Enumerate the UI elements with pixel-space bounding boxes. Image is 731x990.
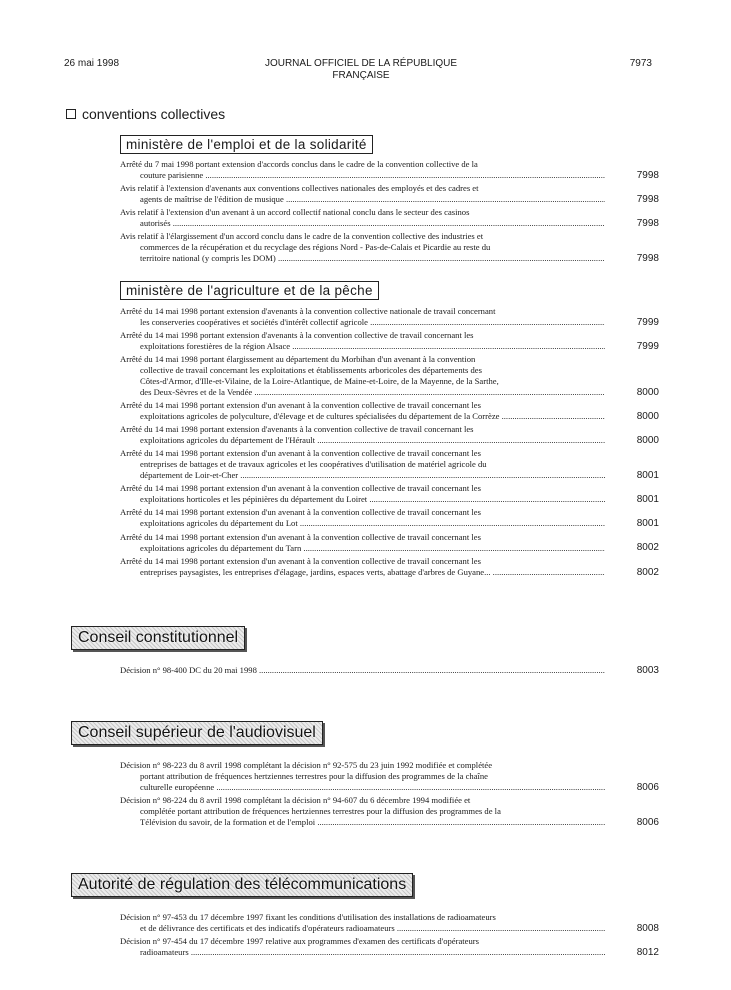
ministry-heading-emploi: ministère de l'emploi et de la solidarité (120, 135, 373, 154)
entry-page-number: 8008 (636, 922, 659, 934)
header-journal-title: JOURNAL OFFICIEL DE LA RÉPUBLIQUE FRANÇAISE (264, 58, 458, 81)
entry-line: des Deux-Sèvres et de la Vendée ..... (120, 387, 605, 398)
toc-entry (120, 424, 659, 447)
ministry-heading-agriculture: ministère de l'agriculture et de la pêche (120, 281, 379, 300)
entry-list-art (120, 912, 659, 960)
entry-page-number: 7999 (636, 340, 659, 352)
entry-line: complétée portant attribution de fréquences hertziennes terrestres pour la diffusion des programmes de la (140, 805, 501, 816)
toc-entry (120, 400, 659, 422)
entry-page-number: 7998 (636, 218, 659, 230)
entry-line: portant attribution de fréquences hertziennes terrestres pour la diffusion des programmes de la chaîne (140, 770, 489, 781)
entry-line: couture parisienne ..... (120, 170, 605, 181)
entry-line: Arrêté du 14 mai 1998 portant élargissement au département du Morbihan d'un avenant à la convention (120, 354, 476, 365)
entry-line: Arrêté du 14 mai 1998 portant extension d'un avenant à la convention collective de travail concernant les (120, 483, 481, 494)
toc-entry (120, 531, 659, 554)
entry-page-number: 8006 (636, 816, 659, 828)
toc-entry (120, 306, 659, 328)
toc-entry (120, 483, 659, 506)
entry-page-number: 8000 (636, 386, 659, 398)
section-title-text: conventions collectives (82, 106, 226, 122)
entry-line: entreprises paysagistes, les entreprises d'élagage, jardins, espaces verts, abattage d'arbres de Guyane... ..... (120, 567, 605, 578)
entry-line: collective de travail concernant les exploitations et établissements arboricoles des départements des (140, 365, 482, 376)
entry-line: les conserveries coopératives et sociétés d'intérêt collectif agricole ..... (120, 317, 605, 328)
entry-page-number: 8000 (636, 410, 659, 422)
toc-entry (120, 760, 659, 793)
entry-line: Décision n° 98-224 du 8 avril 1998 complétant la décision n° 94-607 du 6 décembre 1994 modifiée et (120, 795, 471, 806)
entry-line: radioamateurs ..... (120, 947, 605, 958)
toc-entry (120, 795, 659, 828)
institution-name: Conseil constitutionnel (78, 629, 239, 646)
entry-line: Arrêté du 7 mai 1998 portant extension d'accords conclus dans le cadre de la convention collective de la (120, 159, 478, 169)
entry-line: Arrêté du 14 mai 1998 portant extension d'un avenant à la convention collective de travail concernant les (120, 555, 481, 566)
institution-banner-csa (71, 721, 323, 745)
entry-line: culturelle européenne ..... (120, 782, 605, 793)
entry-page-number: 8002 (636, 542, 659, 554)
entry-line: et de délivrance des certificats et des indicatifs d'opérateurs radioamateurs ..... (120, 923, 605, 934)
entry-line: Décision n° 98-400 DC du 20 mai 1998 ..... (120, 665, 605, 676)
entry-page-number: 8001 (636, 518, 659, 530)
entry-page-number: 8006 (636, 781, 659, 793)
entry-page-number: 8001 (636, 470, 659, 482)
entry-line: territoire national (y compris les DOM) ..... (120, 253, 605, 264)
entry-page-number: 8001 (636, 494, 659, 506)
toc-entry (120, 231, 659, 265)
entry-line: exploitations forestières de la région Alsace ..... (120, 341, 605, 352)
toc-entry (120, 354, 659, 398)
institution-name: Conseil supérieur de l'audiovisuel (78, 724, 316, 741)
entry-line: Arrêté du 14 mai 1998 portant extension d'avenants à la convention collective de travail concernant les (120, 330, 474, 341)
entry-list-agriculture (120, 306, 659, 580)
entry-line: Avis relatif à l'élargissement d'un accord conclu dans le cadre de la convention collective des industries et (120, 231, 484, 242)
entry-page-number: 8003 (636, 664, 659, 676)
entry-page-number: 7999 (636, 316, 659, 328)
entry-line: Décision n° 97-454 du 17 décembre 1997 relative aux programmes d'examen des certificats d'opérateurs (120, 936, 479, 947)
entry-list-conseil-constitutionnel (120, 664, 659, 678)
institution-name: Autorité de régulation des télécommunications (78, 876, 407, 893)
toc-entry (120, 507, 659, 530)
entry-line: Avis relatif à l'extension d'avenants aux conventions collectives nationales des employés et des cadres et (120, 183, 479, 194)
toc-entry (120, 555, 659, 578)
toc-entry (120, 330, 659, 352)
toc-entry (120, 159, 659, 181)
entry-page-number: 8000 (636, 435, 659, 447)
entry-line: Décision n° 97-453 du 17 décembre 1997 fixant les conditions d'utilisation des installations de radioamateurs (120, 912, 496, 922)
entry-line: Arrêté du 14 mai 1998 portant extension d'avenants à la convention collective nationale de travail concernant (120, 306, 496, 316)
entry-page-number: 8002 (636, 566, 659, 578)
toc-entry (120, 183, 659, 205)
entry-line: entreprises de battages et de travaux agricoles et les coopératives d'utilisation de matériel agricole du (140, 459, 487, 470)
entry-line: autorisés ..... (120, 218, 605, 229)
entry-line: exploitations agricoles de polyculture, d'élevage et de cultures spécialisées du département de la Corrèze ..... (120, 411, 605, 422)
entry-page-number: 8012 (636, 946, 659, 958)
entry-line: commerces de la récupération et du recyclage des régions Nord - Pas-de-Calais et Picardie au reste du (140, 242, 491, 253)
entry-line: exploitations agricoles du département du Lot ..... (120, 518, 605, 529)
entry-list-csa (120, 760, 659, 830)
entry-line: Côtes-d'Armor, d'Ille-et-Vilaine, de la Loire-Atlantique, de Maine-et-Loire, de la Mayenne, de la Sarthe, (140, 376, 499, 387)
header-date: 26 mai 1998 (64, 58, 120, 69)
entry-line: exploitations agricoles du département du Tarn ..... (120, 543, 605, 554)
entry-line: département de Loir-et-Cher ..... (120, 470, 605, 481)
entry-line: Arrêté du 14 mai 1998 portant extension d'un avenant à la convention collective de travail concernant les (120, 531, 481, 542)
entry-line: Arrêté du 14 mai 1998 portant extension d'un avenant à la convention collective de travail concernant les (120, 507, 481, 518)
toc-entry (120, 448, 659, 482)
entry-line: Arrêté du 14 mai 1998 portant extension d'avenants à la convention collective de travail concernant les (120, 424, 474, 435)
toc-entry (120, 936, 659, 958)
toc-entry (120, 207, 659, 230)
entry-page-number: 7998 (636, 169, 659, 181)
institution-banner-conseil-constitutionnel (71, 626, 245, 650)
entry-line: Arrêté du 14 mai 1998 portant extension d'un avenant à la convention collective de travail concernant les (120, 400, 481, 411)
section-title (66, 106, 225, 122)
header-page-number: 7973 (629, 58, 652, 69)
toc-entry (120, 912, 659, 934)
institution-banner-art (71, 873, 413, 897)
entry-line: Télévision du savoir, de la formation et de l'emploi ..... (120, 817, 605, 828)
entry-line: exploitations horticoles et les pépinières du département du Loiret ..... (120, 494, 605, 505)
entry-page-number: 7998 (636, 193, 659, 205)
entry-line: Décision n° 98-223 du 8 avril 1998 complétant la décision n° 92-575 du 23 juin 1992 modifiée et complétée (120, 760, 493, 770)
toc-entry (120, 664, 659, 676)
entry-list-emploi (120, 159, 659, 266)
entry-line: Avis relatif à l'extension d'un avenant à un accord collectif national conclu dans le secteur des casinos (120, 207, 470, 218)
entry-line: Arrêté du 14 mai 1998 portant extension d'un avenant à la convention collective de travail concernant les (120, 448, 481, 459)
entry-page-number: 7998 (636, 253, 659, 265)
entry-line: exploitations agricoles du département de l'Hérault ..... (120, 435, 605, 446)
checkbox-icon (66, 109, 76, 119)
entry-line: agents de maîtrise de l'édition de musique ..... (120, 194, 605, 205)
